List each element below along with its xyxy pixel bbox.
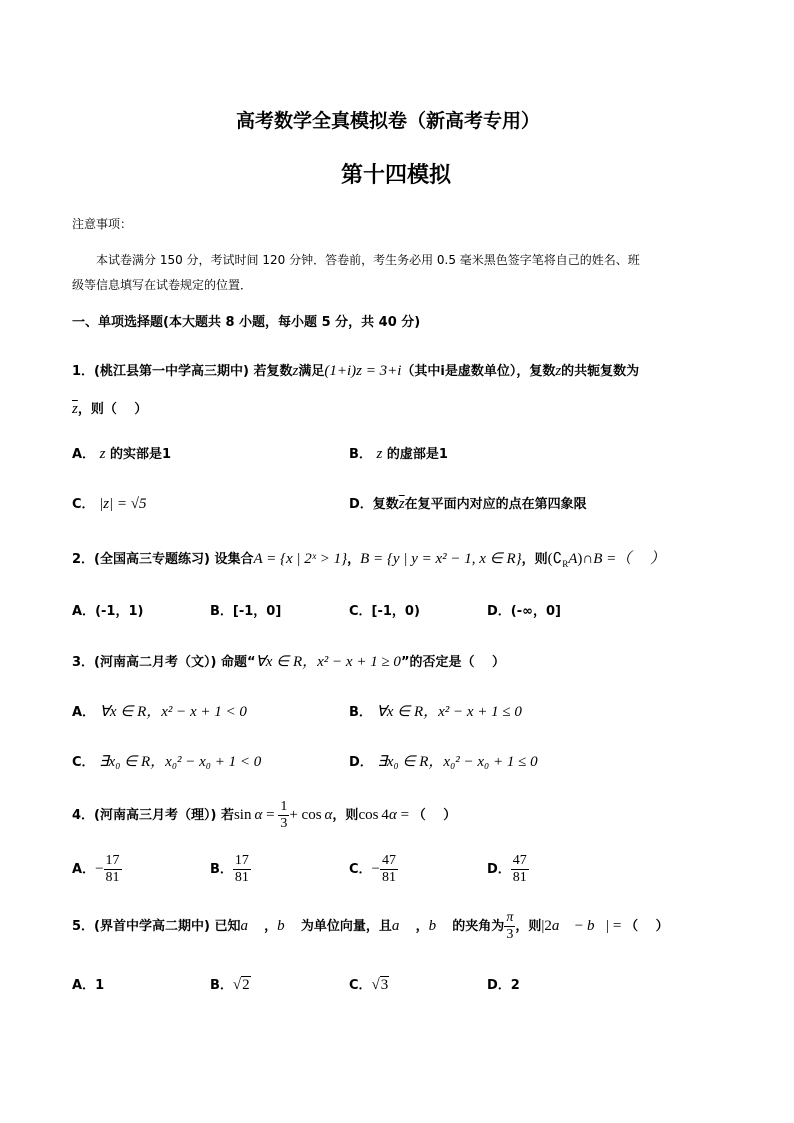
q5-option-b[interactable] xyxy=(210,974,251,994)
q3-option-a[interactable] xyxy=(72,700,247,721)
option-label: A． xyxy=(72,705,96,720)
q1-d-conj: $\overline{z}$ xyxy=(398,496,405,512)
q4-prefix: 4．(河南高三月考（理）) 若 xyxy=(72,808,234,823)
option-label: B． xyxy=(210,604,233,619)
option-text-pre: 复数 xyxy=(372,497,399,512)
q1-suffix: 的共轭复数为 xyxy=(561,364,640,379)
q1-option-b[interactable] xyxy=(349,443,448,463)
q4-option-c[interactable] xyxy=(349,853,398,886)
exam-title: 高考数学全真模拟卷（新高考专用） xyxy=(236,110,541,132)
option-math: ∃x₀ ∈ R，x₀² − x₀ + 1 ≤ 0 xyxy=(377,754,538,770)
q4-option-b[interactable] xyxy=(210,853,251,886)
option-label: D． xyxy=(349,755,373,770)
q3-suffix: ”的否定是（ ） xyxy=(400,655,506,670)
q1-equation: (1+i)z = 3+i xyxy=(324,363,402,379)
q5-vec-b2: b⃗ xyxy=(428,918,448,934)
q2-option-c[interactable] xyxy=(349,600,420,619)
q4-suffix: （ ） xyxy=(412,808,457,823)
q5-prefix: 5．(界首中学高二期中) 已知 xyxy=(72,919,241,934)
q2-complement: $(∁_RA)\cap$ xyxy=(547,551,594,569)
q2-option-b[interactable] xyxy=(210,600,281,619)
option-label: B． xyxy=(349,705,372,720)
option-text-post: 在复平面内对应的点在第四象限 xyxy=(404,497,587,512)
q5-frac-pi-3: $\frac{\pi}{3}$ xyxy=(506,910,514,942)
option-text: 1 xyxy=(95,978,105,993)
option-label: A． xyxy=(72,447,96,462)
option-frac: $\frac{17}{81}$ xyxy=(234,853,249,885)
q2-set-a: A = {x | 2ˣ > 1} xyxy=(253,551,348,567)
option-sign: − xyxy=(371,861,381,877)
option-label: B． xyxy=(349,447,372,462)
option-text: 的虚部是1 xyxy=(386,447,448,462)
option-math: ∀x ∈ R，x² − x + 1 < 0 xyxy=(99,704,247,720)
option-text: (-1，1) xyxy=(95,604,144,619)
q5-option-a[interactable] xyxy=(72,974,104,993)
q1-option-d[interactable] xyxy=(349,493,587,513)
option-frac: $\frac{47}{81}$ xyxy=(382,853,397,885)
question-1-line-2 xyxy=(72,398,147,418)
option-label: D． xyxy=(487,978,511,993)
option-text: [-1，0) xyxy=(371,604,420,619)
q2-set-b: B = {y | y = x² − 1, x ∈ R} xyxy=(360,551,522,567)
q5-tail: （ ） xyxy=(625,919,669,934)
option-frac: $\frac{47}{81}$ xyxy=(512,853,527,885)
q4-mid: ，则 xyxy=(332,808,359,823)
question-1 xyxy=(72,360,639,380)
option-label: A． xyxy=(72,604,96,619)
option-math: ∃x₀ ∈ R，x₀² − x₀ + 1 < 0 xyxy=(99,754,262,770)
q4-option-a[interactable] xyxy=(72,853,122,886)
notice-heading: 注意事项： xyxy=(72,217,133,231)
option-sign: − xyxy=(95,861,104,877)
q5-vec-b: b⃗ xyxy=(277,918,297,934)
exam-subtitle: 第十四模拟 xyxy=(341,163,452,188)
q1-a-var: z xyxy=(99,446,106,462)
option-label: D． xyxy=(487,862,511,877)
q1-option-a[interactable] xyxy=(72,443,171,463)
q1-conj-z: $\overline{z}$ xyxy=(72,401,78,417)
q2-prefix: 2．(全国高三专题练习) 设集合 xyxy=(72,552,254,567)
q5-mid1: 为单位向量，且 xyxy=(300,919,392,934)
option-label: A． xyxy=(72,978,96,993)
q1-prefix: 1．(桃江县第一中学高三期中) 若复数 xyxy=(72,364,293,379)
q4-frac-1-3: $\frac{1}{3}$ xyxy=(280,799,288,831)
q5-option-d[interactable] xyxy=(487,974,520,993)
q2-tail: B =（ ） xyxy=(593,551,666,567)
option-label: B． xyxy=(210,978,233,993)
option-label: D． xyxy=(349,497,373,512)
q1-mid2: （其中i是虚数单位），复数 xyxy=(401,364,556,379)
notice-line-1: 本试卷满分 150 分，考试时间 120 分钟．答卷前，考生务必用 0.5 毫米黑色签字笔将自己的姓名、班 xyxy=(96,253,640,267)
q5-vec-a2: a⃗ xyxy=(391,918,412,934)
q1-option-c[interactable] xyxy=(72,493,147,513)
option-label: A． xyxy=(72,862,96,877)
option-text: (-∞，0] xyxy=(510,604,561,619)
q4-option-d[interactable] xyxy=(487,853,529,886)
q2-option-a[interactable] xyxy=(72,600,143,619)
option-label: C． xyxy=(349,862,372,877)
option-label: C． xyxy=(349,604,372,619)
option-text: 2 xyxy=(510,978,520,993)
q3-proposition: ∀x ∈ R，x² − x + 1 ≥ 0 xyxy=(255,654,401,670)
q3-option-c[interactable] xyxy=(72,750,261,771)
q5-option-c[interactable] xyxy=(349,974,389,994)
q1-var-z: z xyxy=(292,363,299,379)
q1-b-var: z xyxy=(376,446,383,462)
q4-cos4a: cos 4α = xyxy=(358,807,413,823)
option-label: C． xyxy=(72,497,95,512)
option-text: 的实部是1 xyxy=(109,447,172,462)
option-label: C． xyxy=(349,978,372,993)
section-heading: 一、单项选择题(本大题共 8 小题，每小题 5 分，共 40 分) xyxy=(72,315,421,330)
question-3 xyxy=(72,650,505,671)
option-text: [-1，0] xyxy=(232,604,282,619)
q5-vec-a: a⃗ xyxy=(240,918,260,934)
q3-prefix: 3．(河南高二月考（文）) 命题“ xyxy=(72,655,256,670)
question-4 xyxy=(72,799,456,832)
option-label: B． xyxy=(210,862,233,877)
q1-var-z2: z xyxy=(555,363,562,379)
q4-cos: + cos α xyxy=(289,807,333,823)
q2-option-d[interactable] xyxy=(487,600,561,619)
option-label: C． xyxy=(72,755,95,770)
q4-sin: sin α = xyxy=(233,807,279,823)
option-sqrt: √3 xyxy=(371,977,389,993)
option-frac: $\frac{17}{81}$ xyxy=(105,853,120,885)
q1-mid1: 满足 xyxy=(298,364,325,379)
q5-mid2: 的夹角为 xyxy=(452,919,505,934)
q3-option-b[interactable] xyxy=(349,700,522,721)
q3-option-d[interactable] xyxy=(349,750,538,771)
q1-line2: ，则（ ） xyxy=(77,402,148,417)
q5-norm: |2a⃗ − b⃗| = xyxy=(541,918,626,934)
notice-line-2: 级等信息填写在试卷规定的位置． xyxy=(72,278,253,292)
q2-suffix: ，则 xyxy=(521,552,548,567)
question-5: 5．(界首中学高二期中) 已知a⃗ ，b⃗ 为单位向量，且a⃗ ，b⃗ 的夹角为 $\frac{\pi}{3}$ ，则|2a⃗ − b⃗| = （ ） xyxy=(72,910,669,942)
question-2: 2．(全国高三专题练习) 设集合A = {x | 2ˣ > 1}，B = {y | y = x² − 1, x ∈ R}，则$(∁_RA)\cap B$ =（ ） xyxy=(72,551,666,569)
q5-suffix: ，则 xyxy=(515,919,542,934)
option-math: ∀x ∈ R，x² − x + 1 ≤ 0 xyxy=(376,704,522,720)
q1-c-math: |z| = √5 xyxy=(99,496,147,512)
option-sqrt: √2 xyxy=(232,977,250,993)
option-label: D． xyxy=(487,604,511,619)
